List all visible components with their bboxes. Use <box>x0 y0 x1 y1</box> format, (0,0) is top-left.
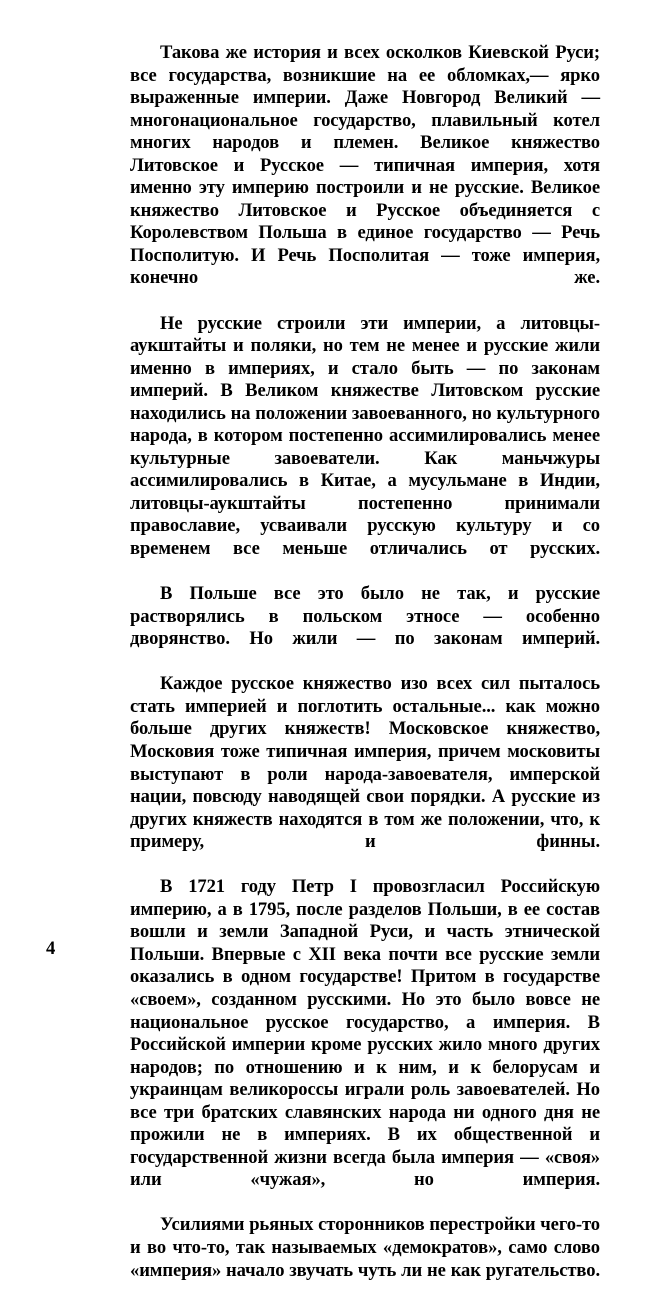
body-paragraph: Каждое русское княжество изо всех сил пыталось стать империей и поглотить остальные... как можно больше других княжеств! Московское княжество, Московия тоже типичная империя, причем московиты выступают в роли народа-завоевателя, имперской нации, повсюду наводящей свои порядки. А русские из других княжеств находятся в том же положении, что, к примеру, и финны. <box>130 673 600 853</box>
page-text-block <box>130 42 600 1305</box>
body-paragraph: В 1721 году Петр I провозгласил Российскую империю, а в 1795, после разделов Польши, в ее состав вошли и земли Западной Руси, и часть этнической Польши. Впервые с XII века почти все русские земли оказались в одном государстве! Притом в государстве «своем», созданном русскими. Но это было вовсе не национальное русское государство, а империя. В Российской империи кроме русских жило много других народов; по отношению и к ним, и к белорусам и украинцам великороссы играли роль завоевателей. Но все три братских славянских народа ни одного дня не прожили не в империях. В их общественной и государственной жизни всегда была империя — «своя» или «чужая», но империя. <box>130 876 600 1191</box>
body-paragraph: Усилиями рьяных сторонников перестройки чего-то и во что-то, так называемых «демократов», само слово «империя» начало звучать чуть ли не как ругательство. <box>130 1214 600 1281</box>
page-number: 4 <box>46 938 56 959</box>
body-paragraph: Не русские строили эти империи, а литовцы-аукштайты и поляки, но тем не менее и русские жили именно в империях, и стало быть — по законам империй. В Великом княжестве Литовском русские находились на положении завоеванного, но культурного народа, в котором постепенно ассимилировались менее культурные завоеватели. Как маньчжуры ассимилировались в Китае, а мусульмане в Индии, литовцы-аукштайты постепенно принимали православие, усваивали русскую культуру и со временем все меньше отличались от русских. <box>130 312 600 560</box>
body-paragraph: Такова же история и всех осколков Киевской Руси; все государства, возникшие на ее обломках,— ярко выраженные империи. Даже Новгород Великий — многонациональное государство, плавильный котел многих народов и племен. Великое княжество Литовское и Русское — типичная империя, хотя именно эту империю построили и не русские. Великое княжество Литовское и Русское объединяется с Королевством Польша в единое государство — Речь Посполитую. И Речь Посполитая — тоже империя, конечно же. <box>130 42 600 289</box>
body-paragraph: В Польше все это было не так, и русские растворялись в польском этносе — особенно дворянство. Но жили — по законам империй. <box>130 583 600 650</box>
